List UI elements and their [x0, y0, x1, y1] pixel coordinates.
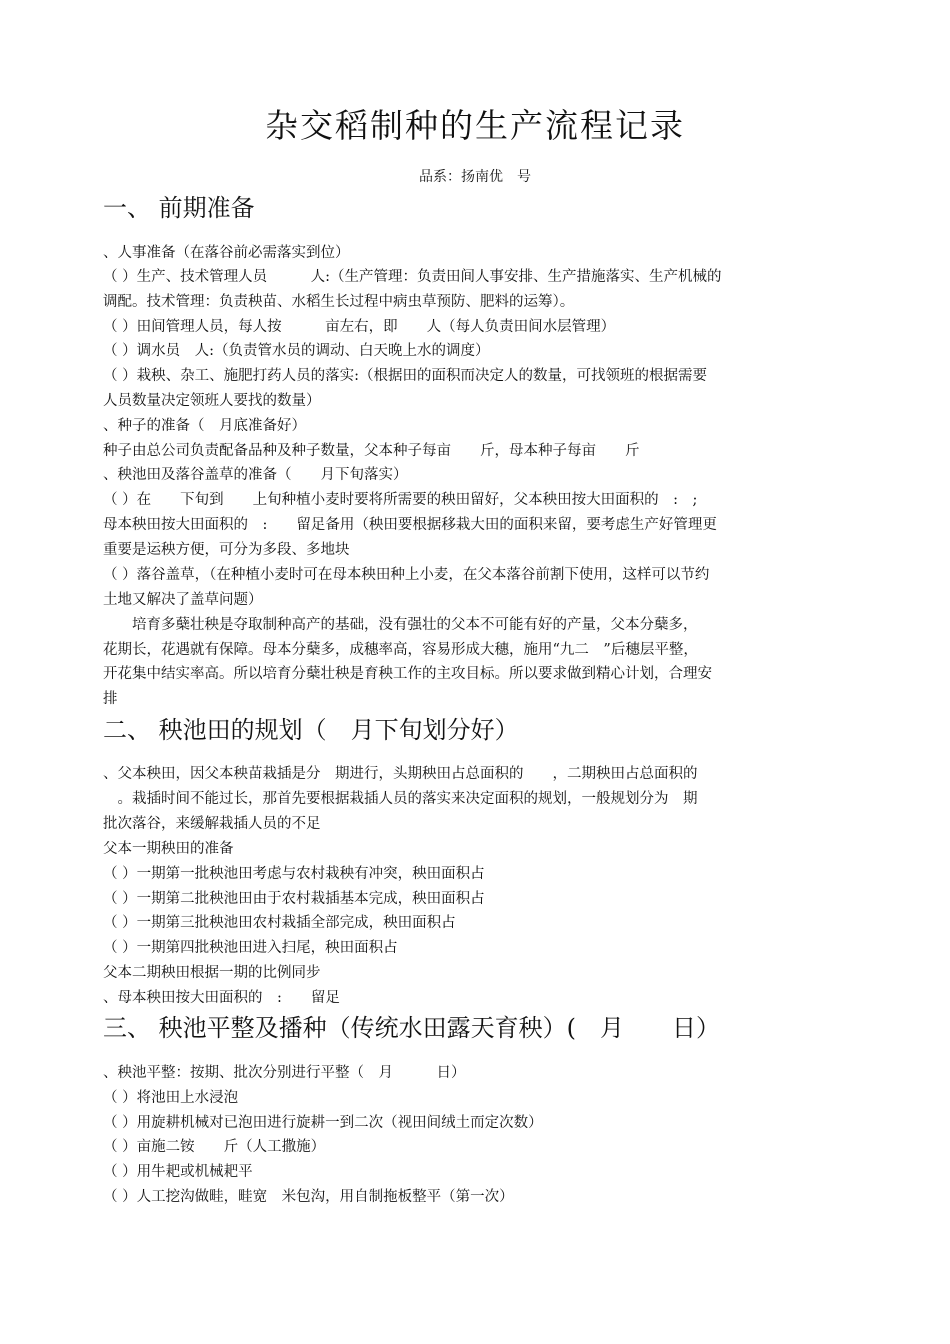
paragraph-line: 批次落谷，来缓解栽插人员的不足: [103, 816, 321, 832]
paragraph-line: 、人事准备（在落谷前必需落实到位）: [103, 245, 350, 261]
paragraph-line: 、父本秧田，因父本秧苗栽插是分 期进行，头期秧田占总面积的 ，二期秧田占总面积的: [103, 766, 698, 782]
document-subtitle: 品系：扬南优 号: [419, 169, 531, 185]
paragraph-line: （ ）调水员 人:（负责管水员的调动、白天晚上水的调度）: [103, 343, 490, 359]
paragraph-line: （ ）将池田上水浸泡: [103, 1090, 239, 1106]
paragraph-line: （ ）一期第二批秧池田由于农村栽插基本完成，秧田面积占: [103, 891, 485, 907]
paragraph-line: 、秧池田及落谷盖草的准备（ 月下旬落实）: [103, 467, 408, 483]
paragraph-line: （ ）生产、技术管理人员 人:（生产管理：负责田间人事安排、生产措施落实、生产机械的: [103, 269, 722, 285]
paragraph-line: 调配。技术管理：负责秧苗、水稻生长过程中病虫草预防、肥料的运筹）。: [103, 294, 575, 310]
paragraph-line: （ ）一期第一批秧池田考虑与农村栽秧有冲突，秧田面积占: [103, 866, 485, 882]
paragraph-line: （ ）用牛耙或机械耙平: [103, 1164, 253, 1180]
paragraph-line: 母本秧田按大田面积的 : 留足备用（秧田要根据移栽大田的面积来留，要考虑生产好管理更: [103, 517, 717, 533]
paragraph-line: 、种子的准备（ 月底准备好）: [103, 418, 306, 434]
paragraph-line: （ ）亩施二铵 斤（人工撒施）: [103, 1139, 326, 1155]
paragraph-line: （ ）一期第四批秧池田进入扫尾，秧田面积占: [103, 940, 398, 956]
section-heading-3: 三、 秧池平整及播种（传统水田露天育秧）( 月 日）: [103, 1014, 720, 1042]
paragraph-line: 排: [103, 691, 118, 707]
paragraph-line: 重要是运秧方便，可分为多段、多地块: [103, 542, 350, 558]
paragraph-line: 父本一期秧田的准备: [103, 841, 234, 857]
paragraph-line: （ ）在 下旬到 上旬种植小麦时要将所需要的秧田留好，父本秧田按大田面积的 : ;: [103, 492, 698, 508]
paragraph-line: 培育多蘖壮秧是夺取制种高产的基础，没有强壮的父本不可能有好的产量，父本分蘖多，: [103, 617, 698, 633]
paragraph-line: （ ）栽秧、杂工、施肥打药人员的落实:（根据田的面积而决定人的数量，可找领班的根据需要: [103, 368, 707, 384]
paragraph-line: 土地又解决了盖草问题）: [103, 592, 263, 608]
paragraph-line: （ ）用旋耕机械对已泡田进行旋耕一到二次（视田间绒土而定次数）: [103, 1115, 543, 1131]
paragraph-line: 。栽插时间不能过长，那首先要根据栽插人员的落实来决定面积的规划，一般规划分为 期: [103, 791, 698, 807]
paragraph-line: （ ）一期第三批秧池田农村栽插全部完成，秧田面积占: [103, 915, 456, 931]
paragraph-line: 、母本秧田按大田面积的 : 留足: [103, 990, 340, 1006]
paragraph-line: （ ）落谷盖草，（在种植小麦时可在母本秧田种上小麦，在父本落谷前割下使用，这样可以节约: [103, 567, 710, 583]
paragraph-line: 花期长，花遇就有保障。母本分蘖多，成穗率高，容易形成大穗，施用“九二 ”后穗层平整，: [103, 642, 698, 658]
section-heading-2: 二、 秧池田的规划（ 月下旬划分好）: [103, 716, 519, 744]
paragraph-line: 、秧池平整：按期、批次分别进行平整（ 月 日）: [103, 1065, 466, 1081]
paragraph-line: 父本二期秧田根据一期的比例同步: [103, 965, 321, 981]
section-heading-1: 一、 前期准备: [103, 194, 255, 222]
paragraph-line: （ ）田间管理人员，每人按 亩左右，即 人（每人负责田间水层管理）: [103, 319, 616, 335]
paragraph-line: 种子由总公司负责配备品种及种子数量，父本种子每亩 斤，母本种子每亩 斤: [103, 443, 640, 459]
paragraph-line: （ ）人工挖沟做畦，畦宽 米包沟，用自制拖板整平（第一次）: [103, 1189, 514, 1205]
document-title: 杂交稻制种的生产流程记录: [265, 106, 685, 145]
paragraph-line: 开花集中结实率高。所以培育分蘖壮秧是育秧工作的主攻目标。所以要求做到精心计划，合理安: [103, 666, 712, 682]
paragraph-line: 人员数量决定领班人要找的数量）: [103, 393, 321, 409]
